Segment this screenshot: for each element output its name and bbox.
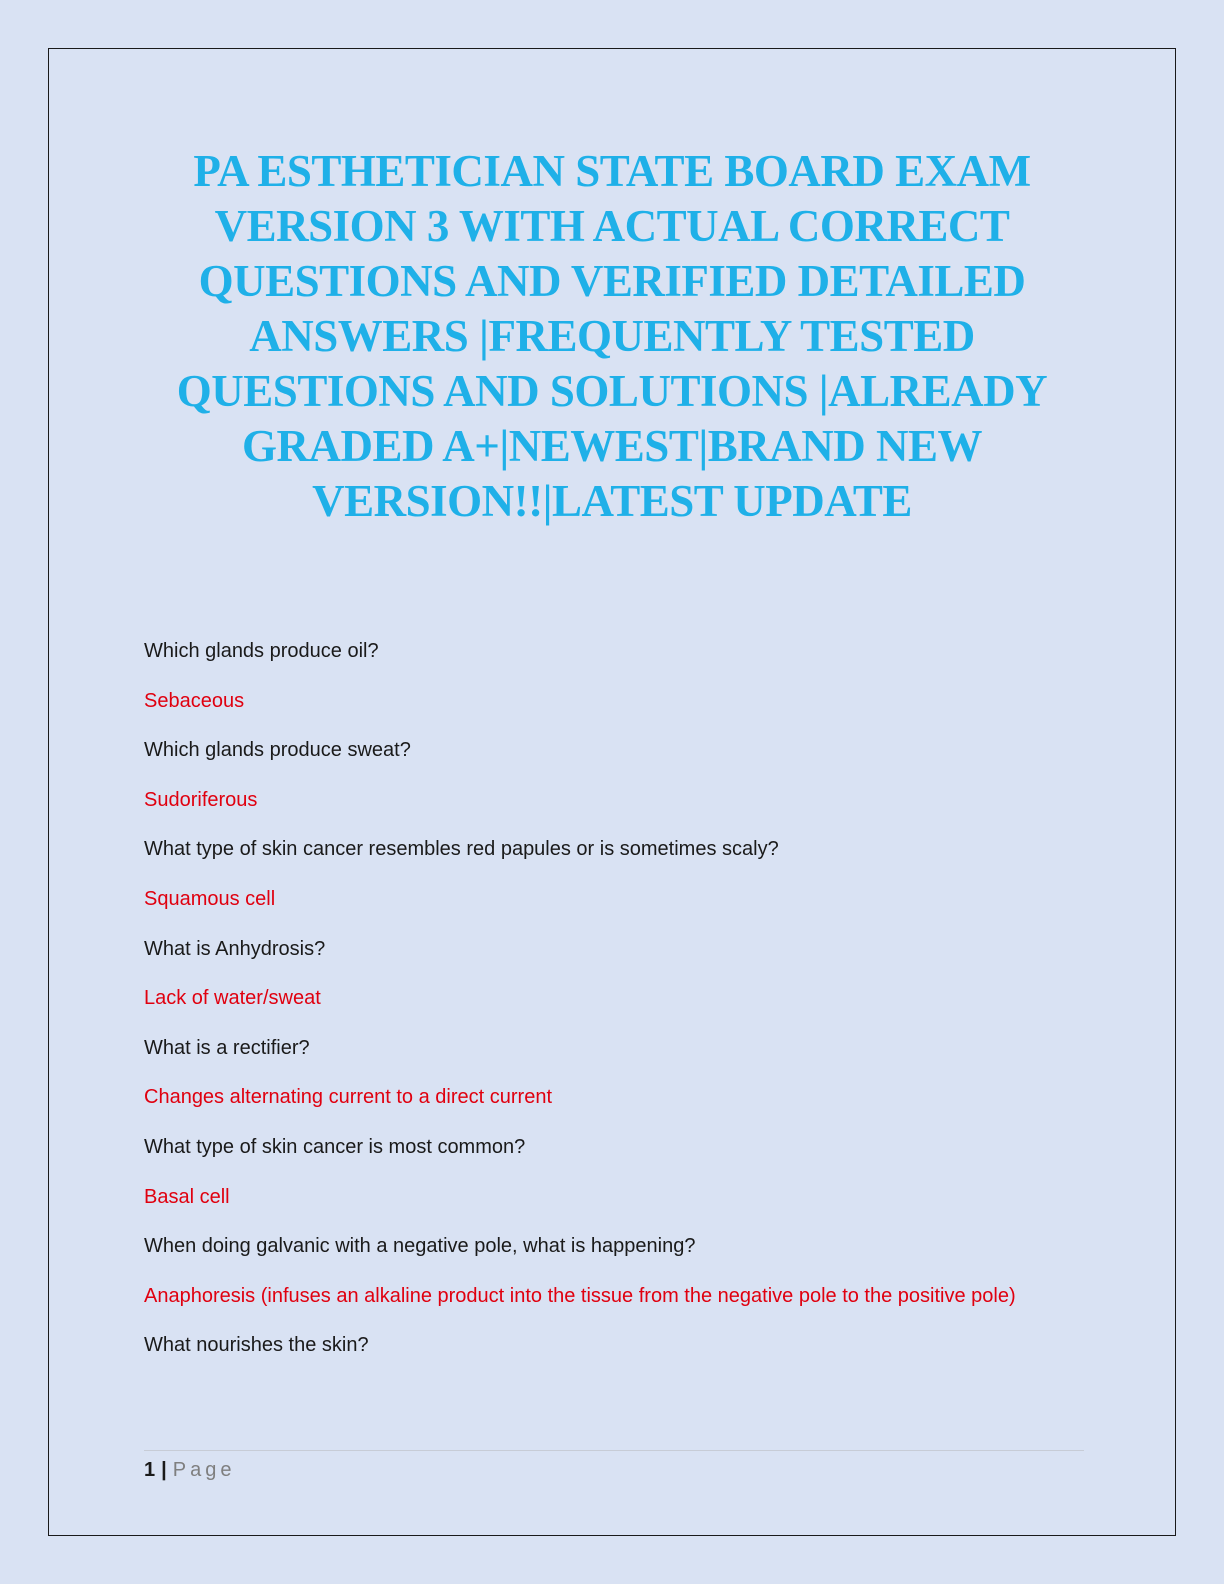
answer-1: Sebaceous xyxy=(144,689,245,712)
answer-5: Changes alternating current to a direct current xyxy=(144,1086,552,1109)
page-label: Page xyxy=(172,1459,236,1481)
question-1: Which glands produce oil? xyxy=(144,640,379,662)
question-6: What type of skin cancer is most common? xyxy=(144,1135,526,1158)
question-5: What is a rectifier? xyxy=(144,1036,310,1059)
footer-separator: | xyxy=(161,1459,167,1481)
qa-list xyxy=(144,635,1084,1379)
answer-4: Lack of water/sweat xyxy=(144,987,321,1010)
footer-divider xyxy=(144,1450,1084,1451)
question-4: What is Anhydrosis? xyxy=(144,937,326,960)
answer-6: Basal cell xyxy=(144,1185,230,1208)
question-8: What nourishes the skin? xyxy=(144,1334,369,1357)
page-number: 1 xyxy=(144,1459,156,1481)
question-2: Which glands produce sweat? xyxy=(144,739,411,762)
answer-2: Sudoriferous xyxy=(144,788,258,811)
question-3: What type of skin cancer resembles red papules or is sometimes scaly? xyxy=(144,838,779,861)
page-footer xyxy=(144,1456,235,1484)
document-title: PA ESTHETICIAN STATE BOARD EXAM VERSION 3 WITH ACTUAL CORRECT QUESTIONS AND VERIFIED DETAILED ANSWERS |FREQUENTLY TESTED QUESTIONS AND SOLUTIONS |ALREADY GRADED A+|NEWEST|BRAND NEW VERSION!!|LATEST UPDATE xyxy=(176,146,1048,526)
answer-3: Squamous cell xyxy=(144,887,276,910)
answer-7: Anaphoresis (infuses an alkaline product into the tissue from the negative pole to the positive pole) xyxy=(144,1284,1016,1307)
question-7: When doing galvanic with a negative pole, what is happening? xyxy=(144,1235,696,1258)
